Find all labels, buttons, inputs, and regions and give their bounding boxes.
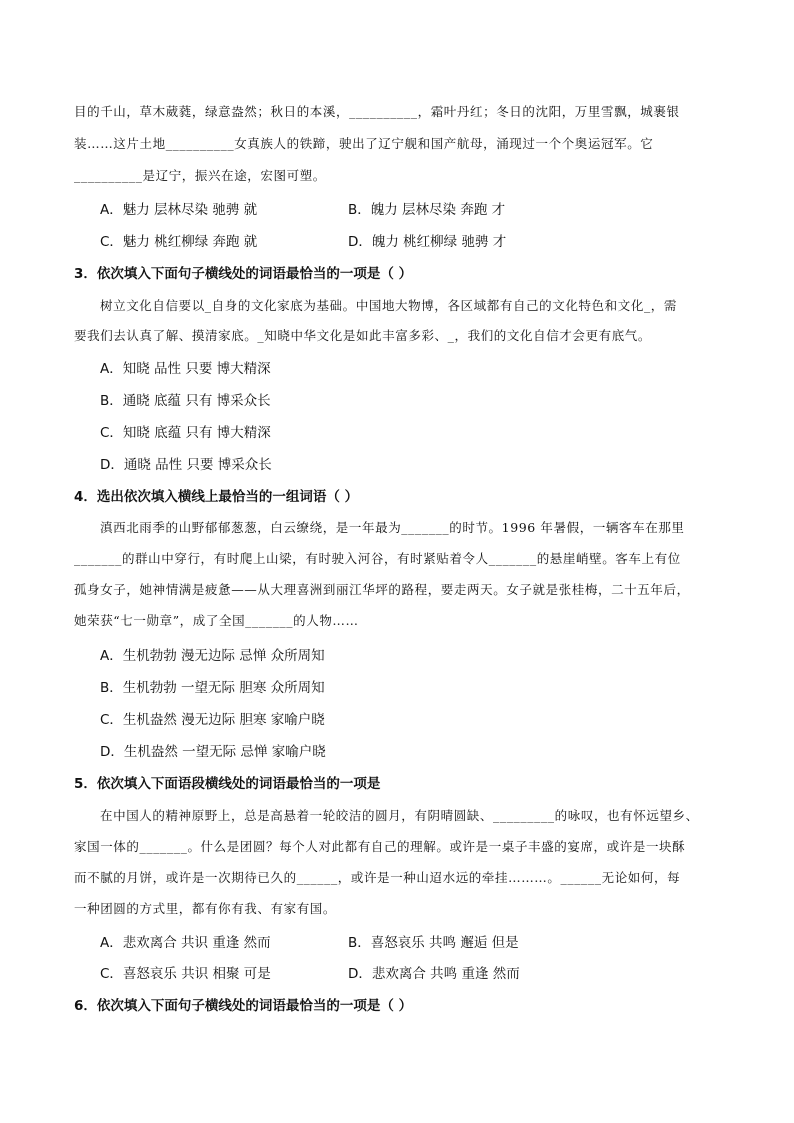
- option-c[interactable]: C．喜怒哀乐 共识 相聚 可是: [100, 966, 271, 982]
- passage-line: 在中国人的精神原野上，总是高悬着一轮皎洁的圆月，有阴晴圆缺、_________的咏叹，也有怀远望乡、: [100, 808, 699, 823]
- question-title: 4．选出依次填入横线上最恰当的一组词语（ ）: [74, 489, 359, 505]
- option-a[interactable]: A．悲欢离合 共识 重逢 然而: [100, 935, 271, 951]
- option-b[interactable]: B．魄力 层林尽染 奔跑 才: [348, 202, 506, 218]
- passage-line: 而不腻的月饼，或许是一次期待已久的______，或许是一种山迢水远的牵挂………。______无论如何，每: [74, 870, 681, 885]
- option-d[interactable]: D．通晓 品性 只要 博采众长: [100, 457, 272, 473]
- option-d[interactable]: D．悲欢离合 共鸣 重逢 然而: [348, 966, 520, 982]
- passage-line: 要我们去认真了解、摸清家底。_知晓中华文化是如此丰富多彩、_，我们的文化自信才会更有底气。: [74, 328, 652, 343]
- option-c[interactable]: C．知晓 底蕴 只有 博大精深: [100, 425, 271, 441]
- passage-line: 目的千山，草木葳蕤，绿意盎然；秋日的本溪，__________，霜叶丹红；冬日的沈阳，万里雪飘，城裹银: [74, 104, 680, 119]
- option-a[interactable]: A．生机勃勃 漫无边际 忌惮 众所周知: [100, 648, 325, 664]
- question-title: 3．依次填入下面句子横线处的词语最恰当的一项是（ ）: [74, 266, 413, 282]
- passage-line: 她荣获“七一勋章”，成了全国_______的人物……: [74, 613, 359, 628]
- option-a[interactable]: A．魅力 层林尽染 驰骋 就: [100, 202, 258, 218]
- option-b[interactable]: B．通晓 底蕴 只有 博采众长: [100, 393, 271, 409]
- option-a[interactable]: A．知晓 品性 只要 博大精深: [100, 361, 271, 377]
- option-d[interactable]: D．生机盎然 一望无际 忌惮 家喻户晓: [100, 744, 326, 760]
- passage-line: 一种团圆的方式里，都有你有我、有家有国。: [74, 901, 337, 916]
- passage-line: 家国一体的_______。什么是团圆？每个人对此都有自己的理解。或许是一桌子丰盛的宴席，或许是一块酥: [74, 839, 686, 854]
- question-title: 5．依次填入下面语段横线处的词语最恰当的一项是: [74, 776, 381, 792]
- option-d[interactable]: D．魄力 桃红柳绿 驰骋 才: [348, 234, 507, 250]
- passage-line: _______的群山中穿行，有时爬上山梁，有时驶入河谷，有时紧贴着令人_______的悬崖峭壁。客车上有位: [74, 551, 681, 566]
- question-title: 6．依次填入下面句子横线处的词语最恰当的一项是（ ）: [74, 998, 413, 1014]
- passage-line: 装……这片土地__________女真族人的铁蹄，驶出了辽宁舰和国产航母，涌现过一个个奥运冠军。它: [74, 136, 654, 151]
- passage-line: 孤身女子，她神情满是疲惫——从大理喜洲到丽江华坪的路程，要走两天。女子就是张桂梅，二十五年后，: [74, 582, 690, 597]
- passage-line: 树立文化自信要以_自身的文化家底为基础。中国地大物博，各区域都有自己的文化特色和文化_，需: [100, 298, 678, 313]
- passage-line: 滇西北雨季的山野郁郁葱葱，白云缭绕，是一年最为_______的时节。1996 年暑假，一辆客车在那里: [100, 520, 685, 535]
- option-c[interactable]: C．魅力 桃红柳绿 奔跑 就: [100, 234, 258, 250]
- passage-line: __________是辽宁，振兴在途，宏图可塑。: [74, 168, 326, 183]
- option-b[interactable]: B．喜怒哀乐 共鸣 邂逅 但是: [348, 935, 519, 951]
- option-b[interactable]: B．生机勃勃 一望无际 胆寒 众所周知: [100, 680, 325, 696]
- option-c[interactable]: C．生机盎然 漫无边际 胆寒 家喻户晓: [100, 712, 325, 728]
